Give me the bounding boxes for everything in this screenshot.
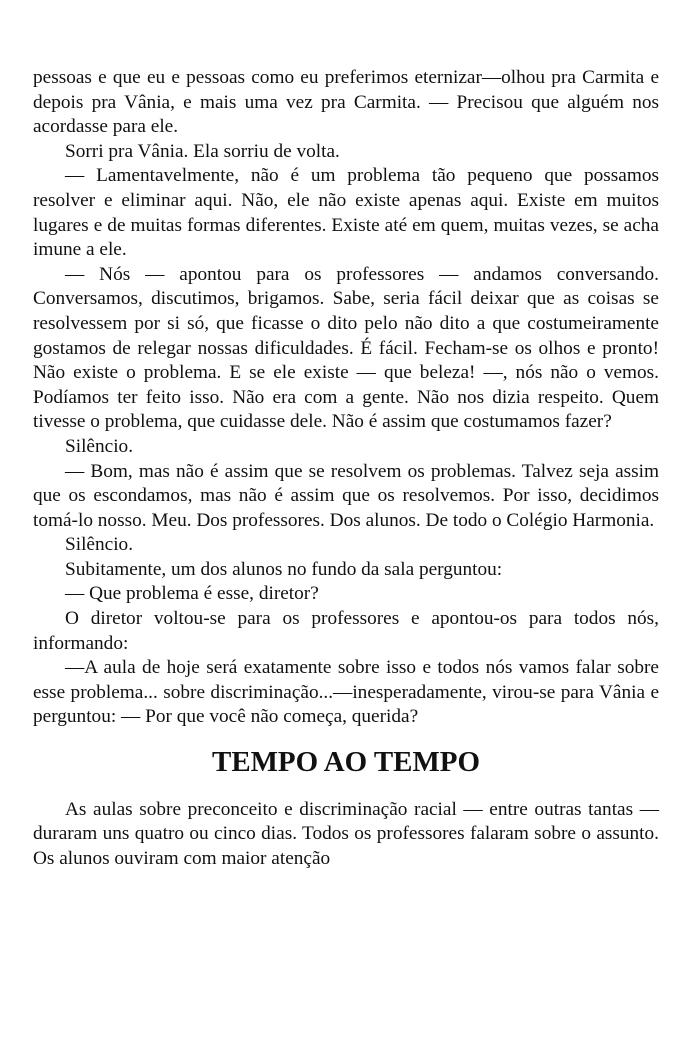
- paragraph: Sorri pra Vânia. Ela sorriu de volta.: [65, 140, 340, 162]
- paragraph: — Lamentavelmente, não é um problema tão pequeno que possamos resolver e eliminar aqui. Não, ele não existe apenas aqui. Existe em muitos lugares e de muitas formas diferentes. Existe até em quem, muitas vezes, se acha imune a ele.: [33, 165, 659, 261]
- paragraph: — Nós — apontou para os professores — andamos conversando. Conversamos, discutimos, brigamos. Sabe, seria fácil deixar que as coisas se resolvessem por si só, que ficasse o dito pelo não dito a que costumeiramente gostamos de relegar nossas dificuldades. É fácil. Fecham-se os olhos e pronto! Não existe o problema. E se ele existe — que beleza! —, nós não o vemos. Podíamos ter feito isso. Não era com a gente. Não nos dizia respeito. Quem tivesse o problema, que cuidasse dele. Não é assim que costumamos fazer?: [33, 263, 659, 433]
- chapter-title: TEMPO AO TEMPO: [212, 746, 480, 779]
- paragraph: O diretor voltou-se para os professores e apontou-os para todos nós, informando:: [33, 608, 659, 654]
- paragraph: Subitamente, um dos alunos no fundo da sala perguntou:: [65, 558, 503, 580]
- paragraph: Silêncio.: [65, 435, 134, 457]
- paragraph: — Bom, mas não é assim que se resolvem os problemas. Talvez seja assim que os escondamos, mas não é assim que os resolvemos. Por isso, decidimos tomá-lo nosso. Meu. Dos professores. Dos alunos. De todo o Colégio Harmonia.: [33, 460, 659, 531]
- paragraph: — Que problema é esse, diretor?: [65, 583, 319, 605]
- paragraph: As aulas sobre preconceito e discriminação racial — entre outras tantas — duraram uns quatro ou cinco dias. Todos os professores falaram sobre o assunto. Os alunos ouviram com maior atenção: [33, 798, 659, 869]
- paragraph: Silêncio.: [65, 534, 134, 556]
- paragraph: —A aula de hoje será exatamente sobre isso e todos nós vamos falar sobre esse problema... sobre discriminação...—inesperadamente, virou-se para Vânia e perguntou: — Por que você não começa, querida?: [33, 657, 659, 728]
- paragraph-continuation: pessoas e que eu e pessoas como eu preferimos eternizar—olhou pra Carmita e depois pra Vânia, e mais uma vez pra Carmita. — Precisou que alguém nos acordasse para ele.: [33, 67, 659, 138]
- book-page: [33, 66, 659, 871]
